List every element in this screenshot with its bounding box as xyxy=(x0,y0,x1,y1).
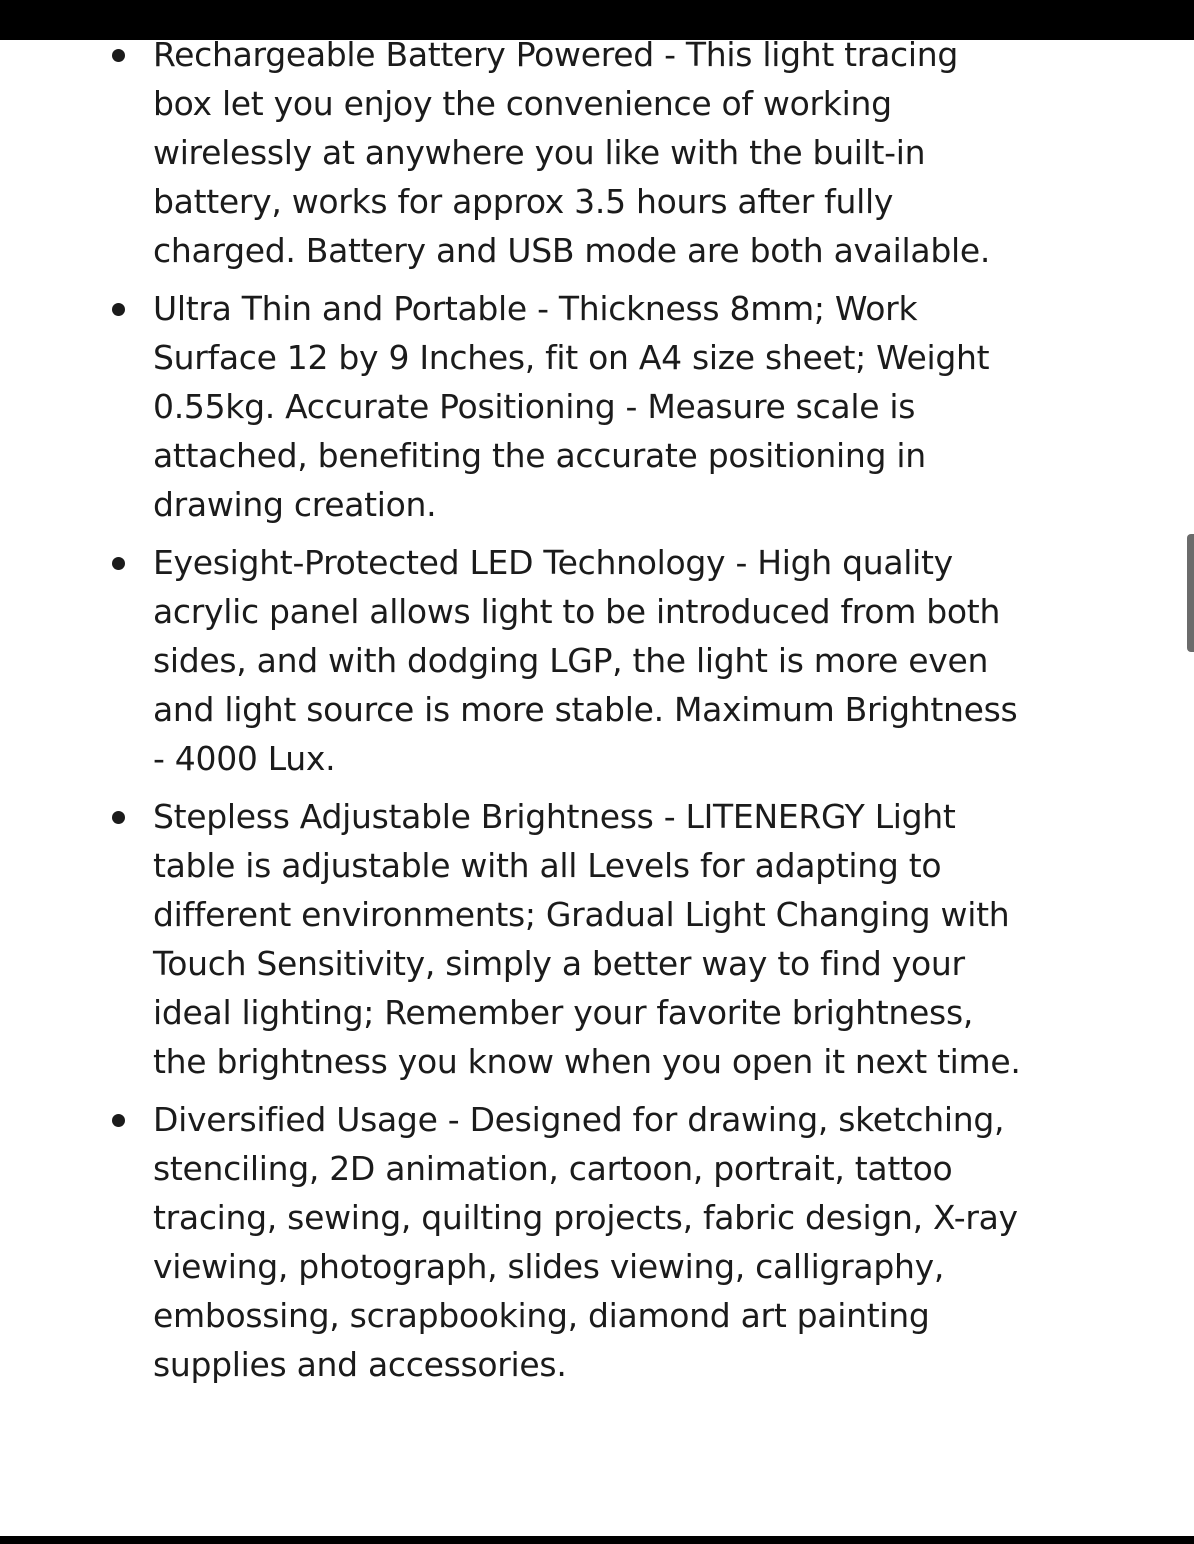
feature-text: Eyesight-Protected LED Technology - High quality acrylic panel allows light to be introduced from both sides, and with dodging LGP, the light is more even and light source is more stable. Maximum Brightness - 4000 Lux. xyxy=(153,543,1018,778)
bullet-icon xyxy=(112,303,125,316)
bullet-icon xyxy=(112,49,125,62)
bullet-icon xyxy=(112,811,125,824)
navigation-bar xyxy=(0,1536,1194,1544)
feature-text: Diversified Usage - Designed for drawing, sketching, stenciling, 2D animation, cartoon, portrait, tattoo tracing, sewing, quilting projects, fabric design, X-ray viewing, photograph, slides viewing, calligraphy, embossing, scrapbooking, diamond art painting supplies and accessories. xyxy=(153,1100,1018,1384)
list-item xyxy=(0,538,1194,783)
list-item xyxy=(0,284,1194,529)
bullet-icon xyxy=(112,557,125,570)
feature-text: Rechargeable Battery Powered - This light tracing box let you enjoy the convenience of working wirelessly at anywhere you like with the built-in battery, works for approx 3.5 hours after fully charged. Battery and USB mode are both available. xyxy=(153,35,991,270)
feature-text: Stepless Adjustable Brightness - LITENERGY Light table is adjustable with all Levels for adapting to different environments; Gradual Light Changing with Touch Sensitivity, simply a better way to find your ideal lighting; Remember your favorite brightness, the brightness you know when you open it next time. xyxy=(153,797,1021,1081)
list-item xyxy=(0,30,1194,275)
feature-text: Ultra Thin and Portable - Thickness 8mm; Work Surface 12 by 9 Inches, fit on A4 size sheet; Weight 0.55kg. Accurate Positioning - Measure scale is attached, benefiting the accurate positioning in drawing creation. xyxy=(153,289,990,524)
bullet-icon xyxy=(112,1114,125,1127)
list-item xyxy=(0,1095,1194,1389)
scrollbar-thumb[interactable] xyxy=(1187,534,1194,652)
list-item xyxy=(0,792,1194,1086)
product-features-section xyxy=(0,30,1194,1530)
feature-list xyxy=(0,30,1194,1389)
